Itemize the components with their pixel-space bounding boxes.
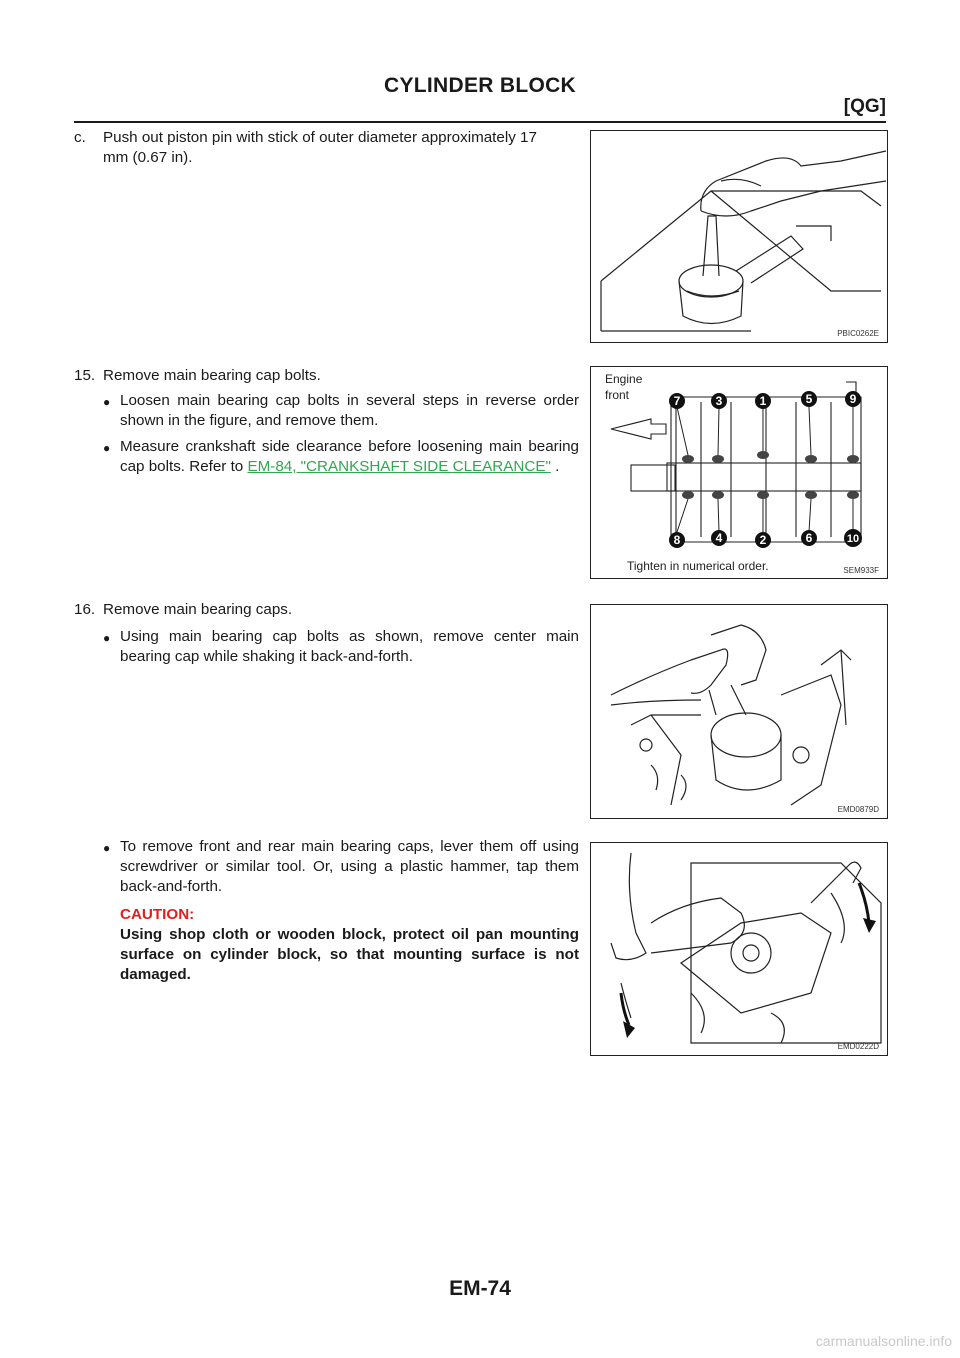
crankshaft-side-clearance-link[interactable]: EM-84, "CRANKSHAFT SIDE CLEARANCE": [247, 458, 551, 475]
bolt-number-10: 10: [846, 533, 860, 545]
front-label: front: [605, 388, 630, 402]
bullet-icon: ●: [103, 631, 111, 645]
bolt-order-illustration: [591, 367, 887, 578]
step-c-text: [103, 128, 579, 168]
bolt-number-2: 2: [759, 533, 767, 547]
bolt-number-9: 9: [849, 392, 857, 406]
section-code: [QG]: [843, 96, 886, 117]
caution-heading: CAUTION:: [120, 906, 195, 923]
step-c-line-1: Push out piston pin with stick of outer diameter approximately 17: [103, 129, 537, 146]
step-16-bullet-2: [103, 837, 579, 897]
figure-code-emd0879d: EMD0879D: [837, 805, 879, 814]
bullet-icon: ●: [103, 395, 111, 409]
figure-piston-pin: [590, 130, 888, 343]
figure-end-cap-removal: [590, 842, 888, 1056]
bullet-icon: ●: [103, 841, 111, 855]
step-16-text: Remove main bearing caps.: [103, 601, 293, 618]
bolt-number-3: 3: [715, 394, 723, 408]
bolt-number-4: 4: [715, 531, 723, 545]
piston-pin-illustration: [591, 131, 887, 342]
page-number: EM-74: [449, 1277, 511, 1300]
page-title: CYLINDER BLOCK: [383, 74, 577, 97]
step-16-bullet-1-text: Using main bearing cap bolts as shown, remove center main bearing cap while shaking it back-and-forth.: [120, 628, 579, 665]
engine-label: Engine: [605, 372, 643, 386]
figure-code-sem933f: SEM933F: [843, 566, 879, 575]
bolt-number-8: 8: [673, 533, 681, 547]
figure-bolt-order: [590, 366, 888, 579]
step-16-label: 16.: [74, 601, 96, 618]
step-c-line-2: mm (0.67 in).: [103, 149, 193, 166]
front-arrow-icon: [611, 419, 666, 439]
header-divider: [74, 121, 886, 123]
step-15-label: 15.: [74, 367, 96, 384]
tighten-order-caption: Tighten in numerical order.: [627, 559, 769, 573]
step-15-bullet-2-text: Measure crankshaft side clearance before loosening main bearing cap bolts. Refer to: [120, 438, 579, 475]
step-15-bullet-2-end: .: [550, 458, 560, 475]
bolt-number-1: 1: [759, 394, 767, 408]
step-16-bullet-1: [103, 627, 579, 667]
step-15-bullet-2: [103, 437, 579, 477]
end-cap-illustration: [591, 843, 887, 1055]
step-15-text: Remove main bearing cap bolts.: [103, 367, 321, 384]
watermark: carmanualsonline.info: [815, 1333, 952, 1349]
step-16-bullet-2-text: To remove front and rear main bearing caps, lever them off using screwdriver or similar tool. Or, using a plastic hammer, tap them back-and-forth.: [120, 838, 579, 895]
caution-text: Using shop cloth or wooden block, protect oil pan mounting surface on cylinder block, so that mounting surface is not damaged.: [120, 926, 579, 983]
center-cap-illustration: [591, 605, 887, 818]
step-15-bullet-1: [103, 391, 579, 431]
step-15-bullet-1-text: Loosen main bearing cap bolts in several steps in reverse order shown in the figure, and remove them.: [120, 392, 579, 429]
bolt-number-6: 6: [805, 531, 813, 545]
bullet-icon: ●: [103, 441, 111, 455]
figure-code-pbic0262e: PBIC0262E: [837, 329, 879, 338]
bolt-number-7: 7: [673, 394, 681, 408]
bolt-number-5: 5: [805, 392, 813, 406]
step-c-label: c.: [74, 129, 86, 146]
figure-code-emd0222d: EMD0222D: [837, 1042, 879, 1051]
figure-center-cap-removal: [590, 604, 888, 819]
